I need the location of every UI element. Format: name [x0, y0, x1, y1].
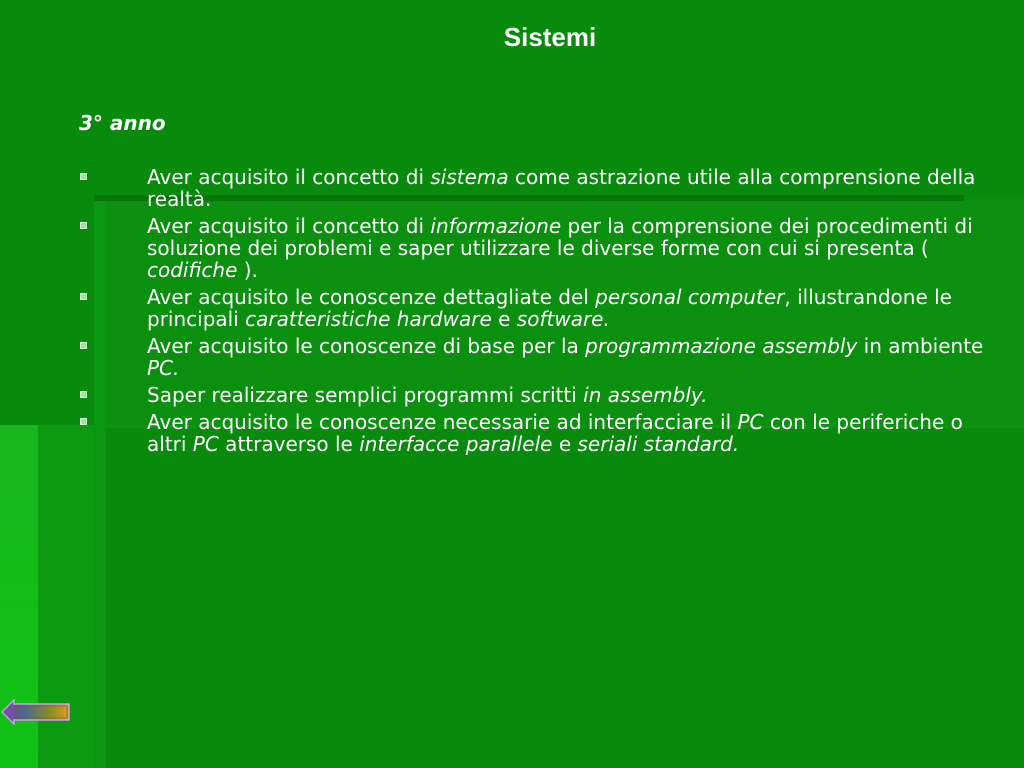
- list-item: Aver acquisito il concetto di informazione per la comprensione dei procedimenti di soluzione dei problemi e saper utilizzare le diverse forme con cui si presenta ( codifiche ).: [78, 215, 998, 281]
- list-item: Saper realizzare semplici programmi scritti in assembly.: [78, 384, 998, 406]
- bullet-icon: [80, 293, 87, 300]
- list-item: Aver acquisito le conoscenze dettagliate del personal computer, illustrandone le principali caratteristiche hardware e software.: [78, 286, 998, 330]
- back-arrow-icon[interactable]: [1, 699, 71, 725]
- bullet-icon: [80, 391, 87, 398]
- bullet-icon: [80, 173, 87, 180]
- bullet-icon: [80, 418, 87, 425]
- slide-title: Sistemi: [503, 22, 597, 52]
- bullet-icon: [80, 222, 87, 229]
- objectives-list: [78, 166, 998, 460]
- list-item: Aver acquisito le conoscenze di base per la programmazione assembly in ambiente PC.: [78, 335, 998, 379]
- list-item: Aver acquisito le conoscenze necessarie ad interfacciare il PC con le periferiche o altri PC attraverso le interfacce parallele e seriali standard.: [78, 411, 998, 455]
- bullet-icon: [80, 342, 87, 349]
- list-item: Aver acquisito il concetto di sistema come astrazione utile alla comprensione della realtà.: [78, 166, 998, 210]
- slide-subtitle: 3° anno: [79, 111, 166, 135]
